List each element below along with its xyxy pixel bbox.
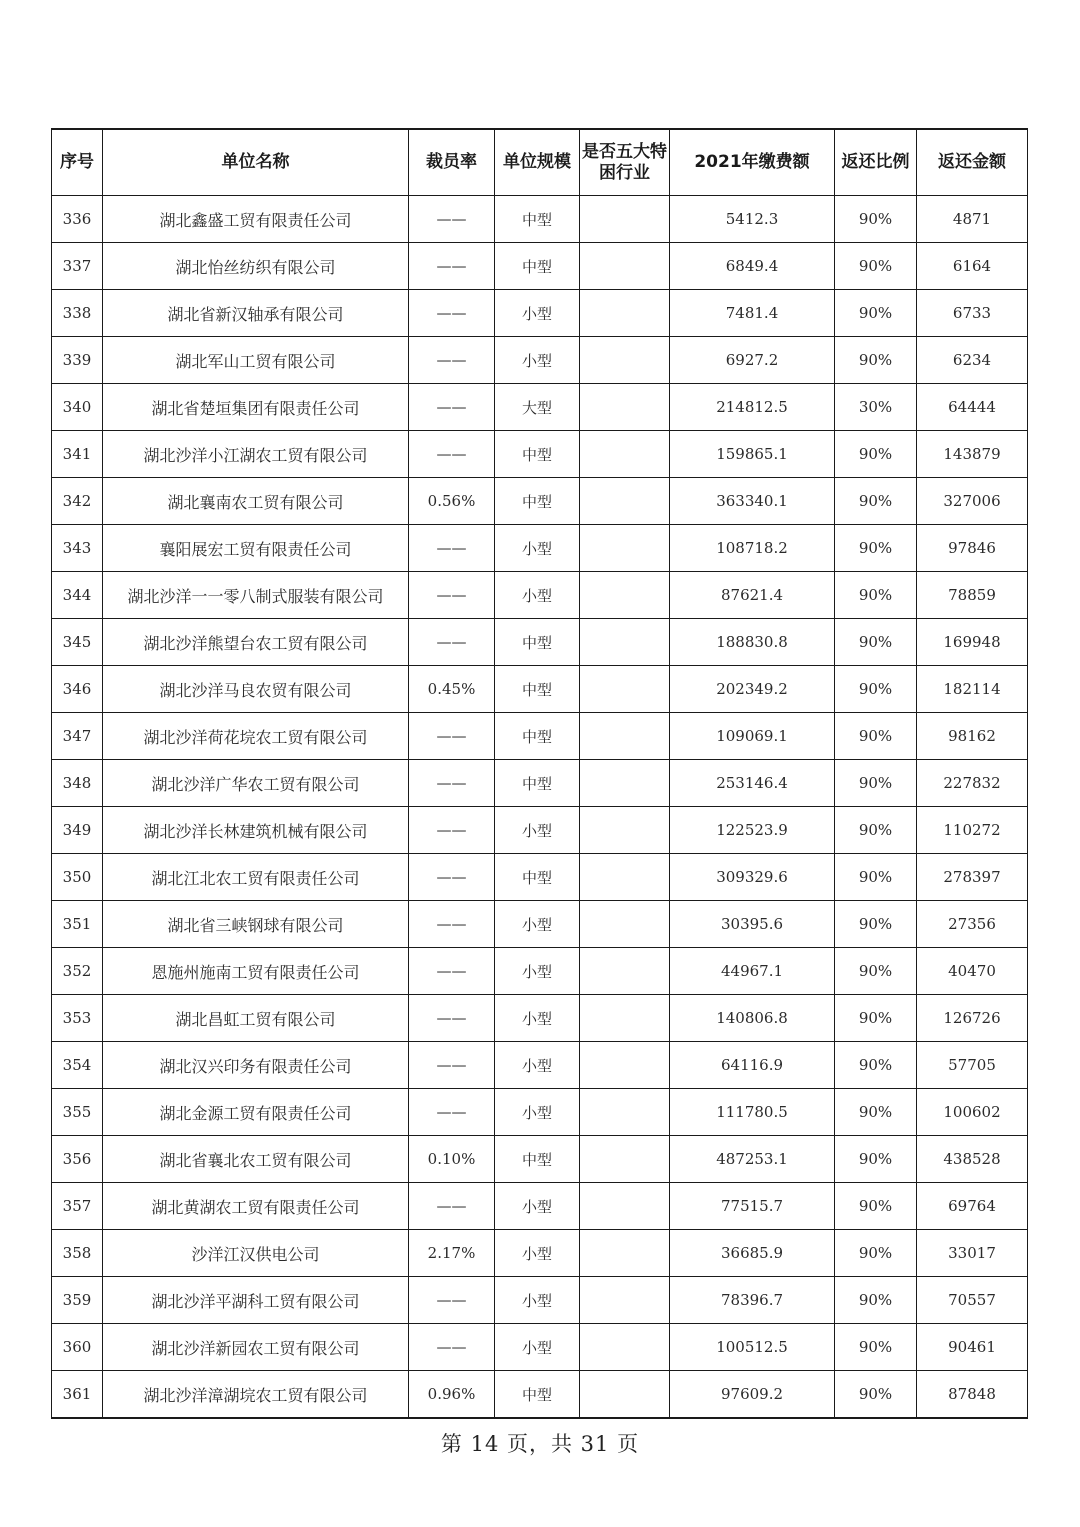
cell-refund-amount: 33017 bbox=[917, 1230, 1028, 1277]
table-row bbox=[52, 478, 1028, 525]
header-refund-amount: 返还金额 bbox=[917, 129, 1028, 196]
cell-special-industry bbox=[580, 995, 670, 1042]
cell-special-industry bbox=[580, 619, 670, 666]
cell-layoff-rate: 0.45% bbox=[409, 666, 495, 713]
cell-payment-2021: 6849.4 bbox=[670, 243, 835, 290]
cell-payment-2021: 122523.9 bbox=[670, 807, 835, 854]
cell-payment-2021: 36685.9 bbox=[670, 1230, 835, 1277]
cell-special-industry bbox=[580, 337, 670, 384]
page-number: 第 14 页，共 31 页 bbox=[440, 1432, 640, 1456]
cell-scale: 小型 bbox=[495, 807, 580, 854]
table-row bbox=[52, 290, 1028, 337]
cell-layoff-rate: —— bbox=[409, 525, 495, 572]
cell-layoff-rate: —— bbox=[409, 384, 495, 431]
cell-refund-amount: 98162 bbox=[917, 713, 1028, 760]
cell-refund-ratio: 90% bbox=[835, 807, 917, 854]
cell-layoff-rate: —— bbox=[409, 1042, 495, 1089]
cell-payment-2021: 109069.1 bbox=[670, 713, 835, 760]
table-row bbox=[52, 337, 1028, 384]
cell-refund-amount: 438528 bbox=[917, 1136, 1028, 1183]
cell-index: 358 bbox=[52, 1230, 103, 1277]
cell-payment-2021: 309329.6 bbox=[670, 854, 835, 901]
cell-scale: 小型 bbox=[495, 901, 580, 948]
cell-scale: 中型 bbox=[495, 713, 580, 760]
cell-special-industry bbox=[580, 713, 670, 760]
cell-special-industry bbox=[580, 290, 670, 337]
cell-special-industry bbox=[580, 901, 670, 948]
cell-refund-amount: 64444 bbox=[917, 384, 1028, 431]
table-row bbox=[52, 901, 1028, 948]
cell-layoff-rate: —— bbox=[409, 572, 495, 619]
cell-refund-ratio: 90% bbox=[835, 666, 917, 713]
cell-refund-ratio: 90% bbox=[835, 1324, 917, 1371]
cell-special-industry bbox=[580, 1277, 670, 1324]
cell-payment-2021: 30395.6 bbox=[670, 901, 835, 948]
refund-table bbox=[51, 128, 1028, 1419]
table-row bbox=[52, 619, 1028, 666]
cell-payment-2021: 77515.7 bbox=[670, 1183, 835, 1230]
cell-refund-ratio: 90% bbox=[835, 1136, 917, 1183]
cell-name: 恩施州施南工贸有限责任公司 bbox=[103, 948, 409, 995]
cell-refund-ratio: 90% bbox=[835, 713, 917, 760]
cell-refund-amount: 182114 bbox=[917, 666, 1028, 713]
cell-scale: 中型 bbox=[495, 760, 580, 807]
cell-scale: 小型 bbox=[495, 1324, 580, 1371]
cell-scale: 中型 bbox=[495, 243, 580, 290]
cell-payment-2021: 78396.7 bbox=[670, 1277, 835, 1324]
cell-name: 湖北省三峡钢球有限公司 bbox=[103, 901, 409, 948]
cell-layoff-rate: —— bbox=[409, 1089, 495, 1136]
cell-special-industry bbox=[580, 1371, 670, 1419]
table-row bbox=[52, 713, 1028, 760]
cell-index: 346 bbox=[52, 666, 103, 713]
cell-payment-2021: 140806.8 bbox=[670, 995, 835, 1042]
cell-name: 湖北怡丝纺织有限公司 bbox=[103, 243, 409, 290]
table-row bbox=[52, 1183, 1028, 1230]
cell-name: 湖北沙洋广华农工贸有限公司 bbox=[103, 760, 409, 807]
cell-payment-2021: 64116.9 bbox=[670, 1042, 835, 1089]
cell-refund-amount: 40470 bbox=[917, 948, 1028, 995]
cell-scale: 中型 bbox=[495, 1136, 580, 1183]
header-scale: 单位规模 bbox=[495, 129, 580, 196]
cell-index: 347 bbox=[52, 713, 103, 760]
cell-refund-ratio: 90% bbox=[835, 995, 917, 1042]
table-row bbox=[52, 1230, 1028, 1277]
cell-name: 湖北襄南农工贸有限公司 bbox=[103, 478, 409, 525]
cell-refund-amount: 6733 bbox=[917, 290, 1028, 337]
cell-layoff-rate: 0.56% bbox=[409, 478, 495, 525]
cell-refund-amount: 110272 bbox=[917, 807, 1028, 854]
cell-index: 357 bbox=[52, 1183, 103, 1230]
cell-special-industry bbox=[580, 1230, 670, 1277]
cell-refund-ratio: 90% bbox=[835, 337, 917, 384]
cell-name: 湖北沙洋漳湖垸农工贸有限公司 bbox=[103, 1371, 409, 1419]
cell-scale: 小型 bbox=[495, 525, 580, 572]
cell-name: 湖北沙洋一一零八制式服装有限公司 bbox=[103, 572, 409, 619]
table-row bbox=[52, 1042, 1028, 1089]
cell-special-industry bbox=[580, 243, 670, 290]
cell-layoff-rate: —— bbox=[409, 196, 495, 243]
cell-index: 339 bbox=[52, 337, 103, 384]
table-row bbox=[52, 243, 1028, 290]
cell-index: 356 bbox=[52, 1136, 103, 1183]
cell-layoff-rate: —— bbox=[409, 337, 495, 384]
cell-payment-2021: 6927.2 bbox=[670, 337, 835, 384]
cell-index: 336 bbox=[52, 196, 103, 243]
header-layoff-rate: 裁员率 bbox=[409, 129, 495, 196]
cell-name: 湖北沙洋马良农贸有限公司 bbox=[103, 666, 409, 713]
cell-payment-2021: 487253.1 bbox=[670, 1136, 835, 1183]
table-row bbox=[52, 431, 1028, 478]
cell-refund-amount: 100602 bbox=[917, 1089, 1028, 1136]
table-row bbox=[52, 995, 1028, 1042]
cell-layoff-rate: —— bbox=[409, 713, 495, 760]
table-row bbox=[52, 760, 1028, 807]
cell-refund-amount: 6234 bbox=[917, 337, 1028, 384]
header-refund-ratio: 返还比例 bbox=[835, 129, 917, 196]
cell-layoff-rate: —— bbox=[409, 619, 495, 666]
cell-special-industry bbox=[580, 572, 670, 619]
cell-refund-ratio: 90% bbox=[835, 619, 917, 666]
cell-refund-amount: 327006 bbox=[917, 478, 1028, 525]
cell-name: 湖北汉兴印务有限责任公司 bbox=[103, 1042, 409, 1089]
cell-name: 湖北沙洋小江湖农工贸有限公司 bbox=[103, 431, 409, 478]
cell-payment-2021: 7481.4 bbox=[670, 290, 835, 337]
cell-refund-ratio: 90% bbox=[835, 1230, 917, 1277]
table-row bbox=[52, 854, 1028, 901]
cell-refund-amount: 4871 bbox=[917, 196, 1028, 243]
cell-name: 湖北军山工贸有限公司 bbox=[103, 337, 409, 384]
table-body bbox=[52, 196, 1028, 1419]
cell-payment-2021: 87621.4 bbox=[670, 572, 835, 619]
cell-refund-amount: 87848 bbox=[917, 1371, 1028, 1419]
cell-name: 湖北省襄北农工贸有限公司 bbox=[103, 1136, 409, 1183]
table-row bbox=[52, 384, 1028, 431]
cell-refund-ratio: 90% bbox=[835, 478, 917, 525]
cell-refund-ratio: 90% bbox=[835, 948, 917, 995]
cell-index: 351 bbox=[52, 901, 103, 948]
cell-index: 348 bbox=[52, 760, 103, 807]
cell-scale: 中型 bbox=[495, 666, 580, 713]
cell-special-industry bbox=[580, 431, 670, 478]
cell-refund-amount: 126726 bbox=[917, 995, 1028, 1042]
cell-refund-ratio: 90% bbox=[835, 196, 917, 243]
cell-scale: 小型 bbox=[495, 1183, 580, 1230]
cell-scale: 中型 bbox=[495, 478, 580, 525]
cell-payment-2021: 111780.5 bbox=[670, 1089, 835, 1136]
cell-refund-amount: 70557 bbox=[917, 1277, 1028, 1324]
table-row bbox=[52, 572, 1028, 619]
cell-special-industry bbox=[580, 196, 670, 243]
table-row bbox=[52, 1371, 1028, 1419]
cell-name: 襄阳展宏工贸有限责任公司 bbox=[103, 525, 409, 572]
cell-scale: 中型 bbox=[495, 431, 580, 478]
cell-payment-2021: 214812.5 bbox=[670, 384, 835, 431]
cell-index: 345 bbox=[52, 619, 103, 666]
cell-index: 343 bbox=[52, 525, 103, 572]
cell-refund-ratio: 90% bbox=[835, 1089, 917, 1136]
cell-refund-amount: 6164 bbox=[917, 243, 1028, 290]
cell-scale: 小型 bbox=[495, 995, 580, 1042]
cell-name: 湖北金源工贸有限责任公司 bbox=[103, 1089, 409, 1136]
cell-name: 湖北江北农工贸有限责任公司 bbox=[103, 854, 409, 901]
cell-scale: 小型 bbox=[495, 290, 580, 337]
header-payment-2021: 2021年缴费额 bbox=[670, 129, 835, 196]
cell-scale: 小型 bbox=[495, 1230, 580, 1277]
cell-refund-amount: 57705 bbox=[917, 1042, 1028, 1089]
cell-layoff-rate: 0.10% bbox=[409, 1136, 495, 1183]
table-row bbox=[52, 1324, 1028, 1371]
cell-name: 湖北沙洋新园农工贸有限公司 bbox=[103, 1324, 409, 1371]
cell-layoff-rate: —— bbox=[409, 1183, 495, 1230]
table-row bbox=[52, 666, 1028, 713]
cell-layoff-rate: —— bbox=[409, 948, 495, 995]
cell-name: 湖北鑫盛工贸有限责任公司 bbox=[103, 196, 409, 243]
cell-special-industry bbox=[580, 1042, 670, 1089]
cell-name: 湖北昌虹工贸有限公司 bbox=[103, 995, 409, 1042]
cell-special-industry bbox=[580, 854, 670, 901]
cell-refund-ratio: 90% bbox=[835, 1183, 917, 1230]
cell-layoff-rate: —— bbox=[409, 995, 495, 1042]
cell-payment-2021: 97609.2 bbox=[670, 1371, 835, 1419]
cell-scale: 小型 bbox=[495, 572, 580, 619]
cell-special-industry bbox=[580, 807, 670, 854]
cell-refund-ratio: 90% bbox=[835, 243, 917, 290]
cell-payment-2021: 253146.4 bbox=[670, 760, 835, 807]
cell-scale: 小型 bbox=[495, 337, 580, 384]
cell-name: 湖北沙洋荷花垸农工贸有限公司 bbox=[103, 713, 409, 760]
cell-refund-ratio: 90% bbox=[835, 290, 917, 337]
cell-payment-2021: 100512.5 bbox=[670, 1324, 835, 1371]
table-row bbox=[52, 196, 1028, 243]
cell-index: 359 bbox=[52, 1277, 103, 1324]
cell-refund-amount: 69764 bbox=[917, 1183, 1028, 1230]
cell-index: 344 bbox=[52, 572, 103, 619]
cell-scale: 小型 bbox=[495, 1089, 580, 1136]
cell-refund-amount: 143879 bbox=[917, 431, 1028, 478]
cell-name: 湖北省新汉轴承有限公司 bbox=[103, 290, 409, 337]
cell-payment-2021: 202349.2 bbox=[670, 666, 835, 713]
cell-refund-amount: 27356 bbox=[917, 901, 1028, 948]
cell-layoff-rate: —— bbox=[409, 901, 495, 948]
cell-special-industry bbox=[580, 760, 670, 807]
cell-layoff-rate: —— bbox=[409, 854, 495, 901]
cell-special-industry bbox=[580, 666, 670, 713]
cell-payment-2021: 5412.3 bbox=[670, 196, 835, 243]
cell-scale: 中型 bbox=[495, 1371, 580, 1419]
cell-special-industry bbox=[580, 1136, 670, 1183]
table-row bbox=[52, 1089, 1028, 1136]
cell-name: 湖北沙洋长林建筑机械有限公司 bbox=[103, 807, 409, 854]
cell-special-industry bbox=[580, 948, 670, 995]
cell-scale: 中型 bbox=[495, 854, 580, 901]
cell-index: 355 bbox=[52, 1089, 103, 1136]
cell-payment-2021: 44967.1 bbox=[670, 948, 835, 995]
cell-special-industry bbox=[580, 1183, 670, 1230]
cell-index: 341 bbox=[52, 431, 103, 478]
cell-payment-2021: 108718.2 bbox=[670, 525, 835, 572]
cell-layoff-rate: —— bbox=[409, 760, 495, 807]
cell-refund-ratio: 90% bbox=[835, 431, 917, 478]
cell-special-industry bbox=[580, 384, 670, 431]
cell-scale: 中型 bbox=[495, 619, 580, 666]
cell-scale: 小型 bbox=[495, 1042, 580, 1089]
cell-layoff-rate: 2.17% bbox=[409, 1230, 495, 1277]
cell-refund-ratio: 90% bbox=[835, 760, 917, 807]
table-row bbox=[52, 1136, 1028, 1183]
table-row bbox=[52, 807, 1028, 854]
cell-refund-amount: 169948 bbox=[917, 619, 1028, 666]
cell-special-industry bbox=[580, 525, 670, 572]
cell-layoff-rate: 0.96% bbox=[409, 1371, 495, 1419]
cell-name: 湖北沙洋熊望台农工贸有限公司 bbox=[103, 619, 409, 666]
cell-index: 349 bbox=[52, 807, 103, 854]
cell-name: 湖北沙洋平湖科工贸有限公司 bbox=[103, 1277, 409, 1324]
cell-refund-ratio: 90% bbox=[835, 1042, 917, 1089]
cell-refund-amount: 227832 bbox=[917, 760, 1028, 807]
table-row bbox=[52, 948, 1028, 995]
cell-scale: 小型 bbox=[495, 1277, 580, 1324]
table-header-row bbox=[52, 129, 1028, 196]
cell-index: 361 bbox=[52, 1371, 103, 1419]
cell-name: 湖北省楚垣集团有限责任公司 bbox=[103, 384, 409, 431]
cell-refund-ratio: 90% bbox=[835, 1371, 917, 1419]
cell-special-industry bbox=[580, 478, 670, 525]
cell-index: 353 bbox=[52, 995, 103, 1042]
cell-index: 354 bbox=[52, 1042, 103, 1089]
cell-layoff-rate: —— bbox=[409, 1324, 495, 1371]
cell-index: 360 bbox=[52, 1324, 103, 1371]
cell-refund-amount: 97846 bbox=[917, 525, 1028, 572]
cell-layoff-rate: —— bbox=[409, 431, 495, 478]
cell-layoff-rate: —— bbox=[409, 807, 495, 854]
cell-index: 340 bbox=[52, 384, 103, 431]
cell-refund-ratio: 90% bbox=[835, 525, 917, 572]
cell-name: 沙洋江汉供电公司 bbox=[103, 1230, 409, 1277]
cell-refund-amount: 278397 bbox=[917, 854, 1028, 901]
cell-refund-amount: 78859 bbox=[917, 572, 1028, 619]
table-row bbox=[52, 1277, 1028, 1324]
cell-special-industry bbox=[580, 1089, 670, 1136]
cell-name: 湖北黄湖农工贸有限责任公司 bbox=[103, 1183, 409, 1230]
header-name: 单位名称 bbox=[103, 129, 409, 196]
cell-scale: 中型 bbox=[495, 196, 580, 243]
cell-refund-ratio: 90% bbox=[835, 901, 917, 948]
cell-index: 338 bbox=[52, 290, 103, 337]
cell-layoff-rate: —— bbox=[409, 290, 495, 337]
cell-refund-ratio: 90% bbox=[835, 1277, 917, 1324]
cell-index: 337 bbox=[52, 243, 103, 290]
header-special-industry: 是否五大特困行业 bbox=[580, 129, 670, 196]
cell-refund-ratio: 30% bbox=[835, 384, 917, 431]
table-row bbox=[52, 525, 1028, 572]
cell-scale: 小型 bbox=[495, 948, 580, 995]
cell-index: 352 bbox=[52, 948, 103, 995]
cell-payment-2021: 159865.1 bbox=[670, 431, 835, 478]
header-index: 序号 bbox=[52, 129, 103, 196]
cell-payment-2021: 188830.8 bbox=[670, 619, 835, 666]
cell-index: 342 bbox=[52, 478, 103, 525]
cell-scale: 大型 bbox=[495, 384, 580, 431]
cell-refund-ratio: 90% bbox=[835, 572, 917, 619]
cell-index: 350 bbox=[52, 854, 103, 901]
cell-payment-2021: 363340.1 bbox=[670, 478, 835, 525]
cell-special-industry bbox=[580, 1324, 670, 1371]
cell-refund-amount: 90461 bbox=[917, 1324, 1028, 1371]
cell-layoff-rate: —— bbox=[409, 243, 495, 290]
cell-refund-ratio: 90% bbox=[835, 854, 917, 901]
cell-layoff-rate: —— bbox=[409, 1277, 495, 1324]
